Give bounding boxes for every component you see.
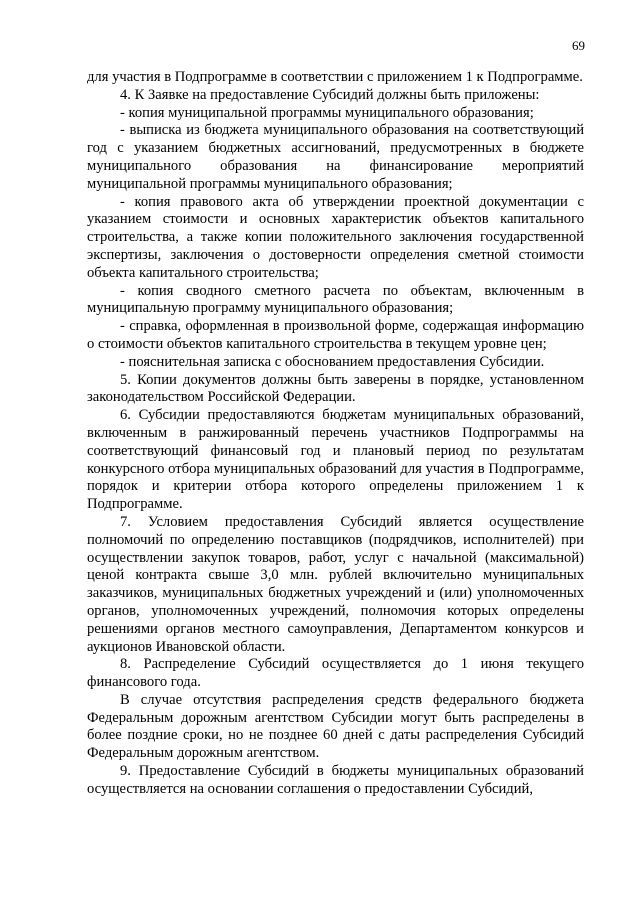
paragraph: В случае отсутствия распределения средств федерального бюджета Федеральным дорожным агентством Субсидии могут быть распределены в более поздние сроки, но не позднее 60 дней с даты распределения Субсидий Федеральным дорожным агентством. [87, 691, 584, 762]
paragraph: 6. Субсидии предоставляются бюджетам муниципальных образований, включенным в ранжированный перечень участников Подпрограммы на соответствующий финансовый год и плановый период по результатам конкурсного отбора муниципальных образований для участия в Подпрограмме, порядок и критерии отбора которого определены приложением 1 к Подпрограмме. [87, 407, 584, 513]
list-item: - копия сводного сметного расчета по объектам, включенным в муниципальную программу муниципального образования; [87, 282, 584, 317]
list-item: - выписка из бюджета муниципального образования на соответствующий год с указанием бюджетных ассигнований, предусмотренных в бюджете муниципального образования на финансирование мероприятий муниципальной программы муниципального образования; [87, 122, 584, 192]
paragraph: 4. К Заявке на предоставление Субсидий должны быть приложены: [120, 86, 540, 103]
page-number: 69 [572, 38, 585, 53]
list-item: - копия правового акта об утверждении проектной документации с указанием стоимости и основных характеристик объектов капитального строительства, а также копии положительного заключения государственной экспертизы, заключения о достоверности определения сметной стоимости объекта капитального строительства; [87, 193, 584, 281]
paragraph: 8. Распределение Субсидий осуществляется до 1 июня текущего финансового года. [87, 656, 584, 691]
list-item: - копия муниципальной программы муниципального образования; [120, 104, 534, 121]
paragraph: 7. Условием предоставления Субсидий является осуществление полномочий по определению поставщиков (подрядчиков, исполнителей) при осуществлении закупок товаров, работ, услуг с начальной (максимальной) ценой контракта свыше 3,0 млн. рублей включительно муниципальных заказчиков, муниципальных бюджетных учреждений и (или) уполномоченных органов, уполномоченных учреждений, полномочия которых определены решениями органов местного самоуправления, Департаментом конкурсов и аукционов Ивановской области. [87, 513, 584, 655]
paragraph: 9. Предоставление Субсидий в бюджеты муниципальных образований осуществляется на основании соглашения о предоставлении Субсидий, [87, 763, 584, 797]
document-body [87, 69, 584, 799]
paragraph: 5. Копии документов должны быть заверены в порядке, установленном законодательством Российской Федерации. [87, 371, 584, 406]
list-item: - справка, оформленная в произвольной форме, содержащая информацию о стоимости объектов капитального строительства в текущем уровне цен; [87, 318, 584, 352]
paragraph: для участия в Подпрограмме в соответствии с приложением 1 к Подпрограмме. [87, 69, 583, 85]
list-item: - пояснительная записка с обоснованием предоставления Субсидии. [120, 353, 545, 370]
